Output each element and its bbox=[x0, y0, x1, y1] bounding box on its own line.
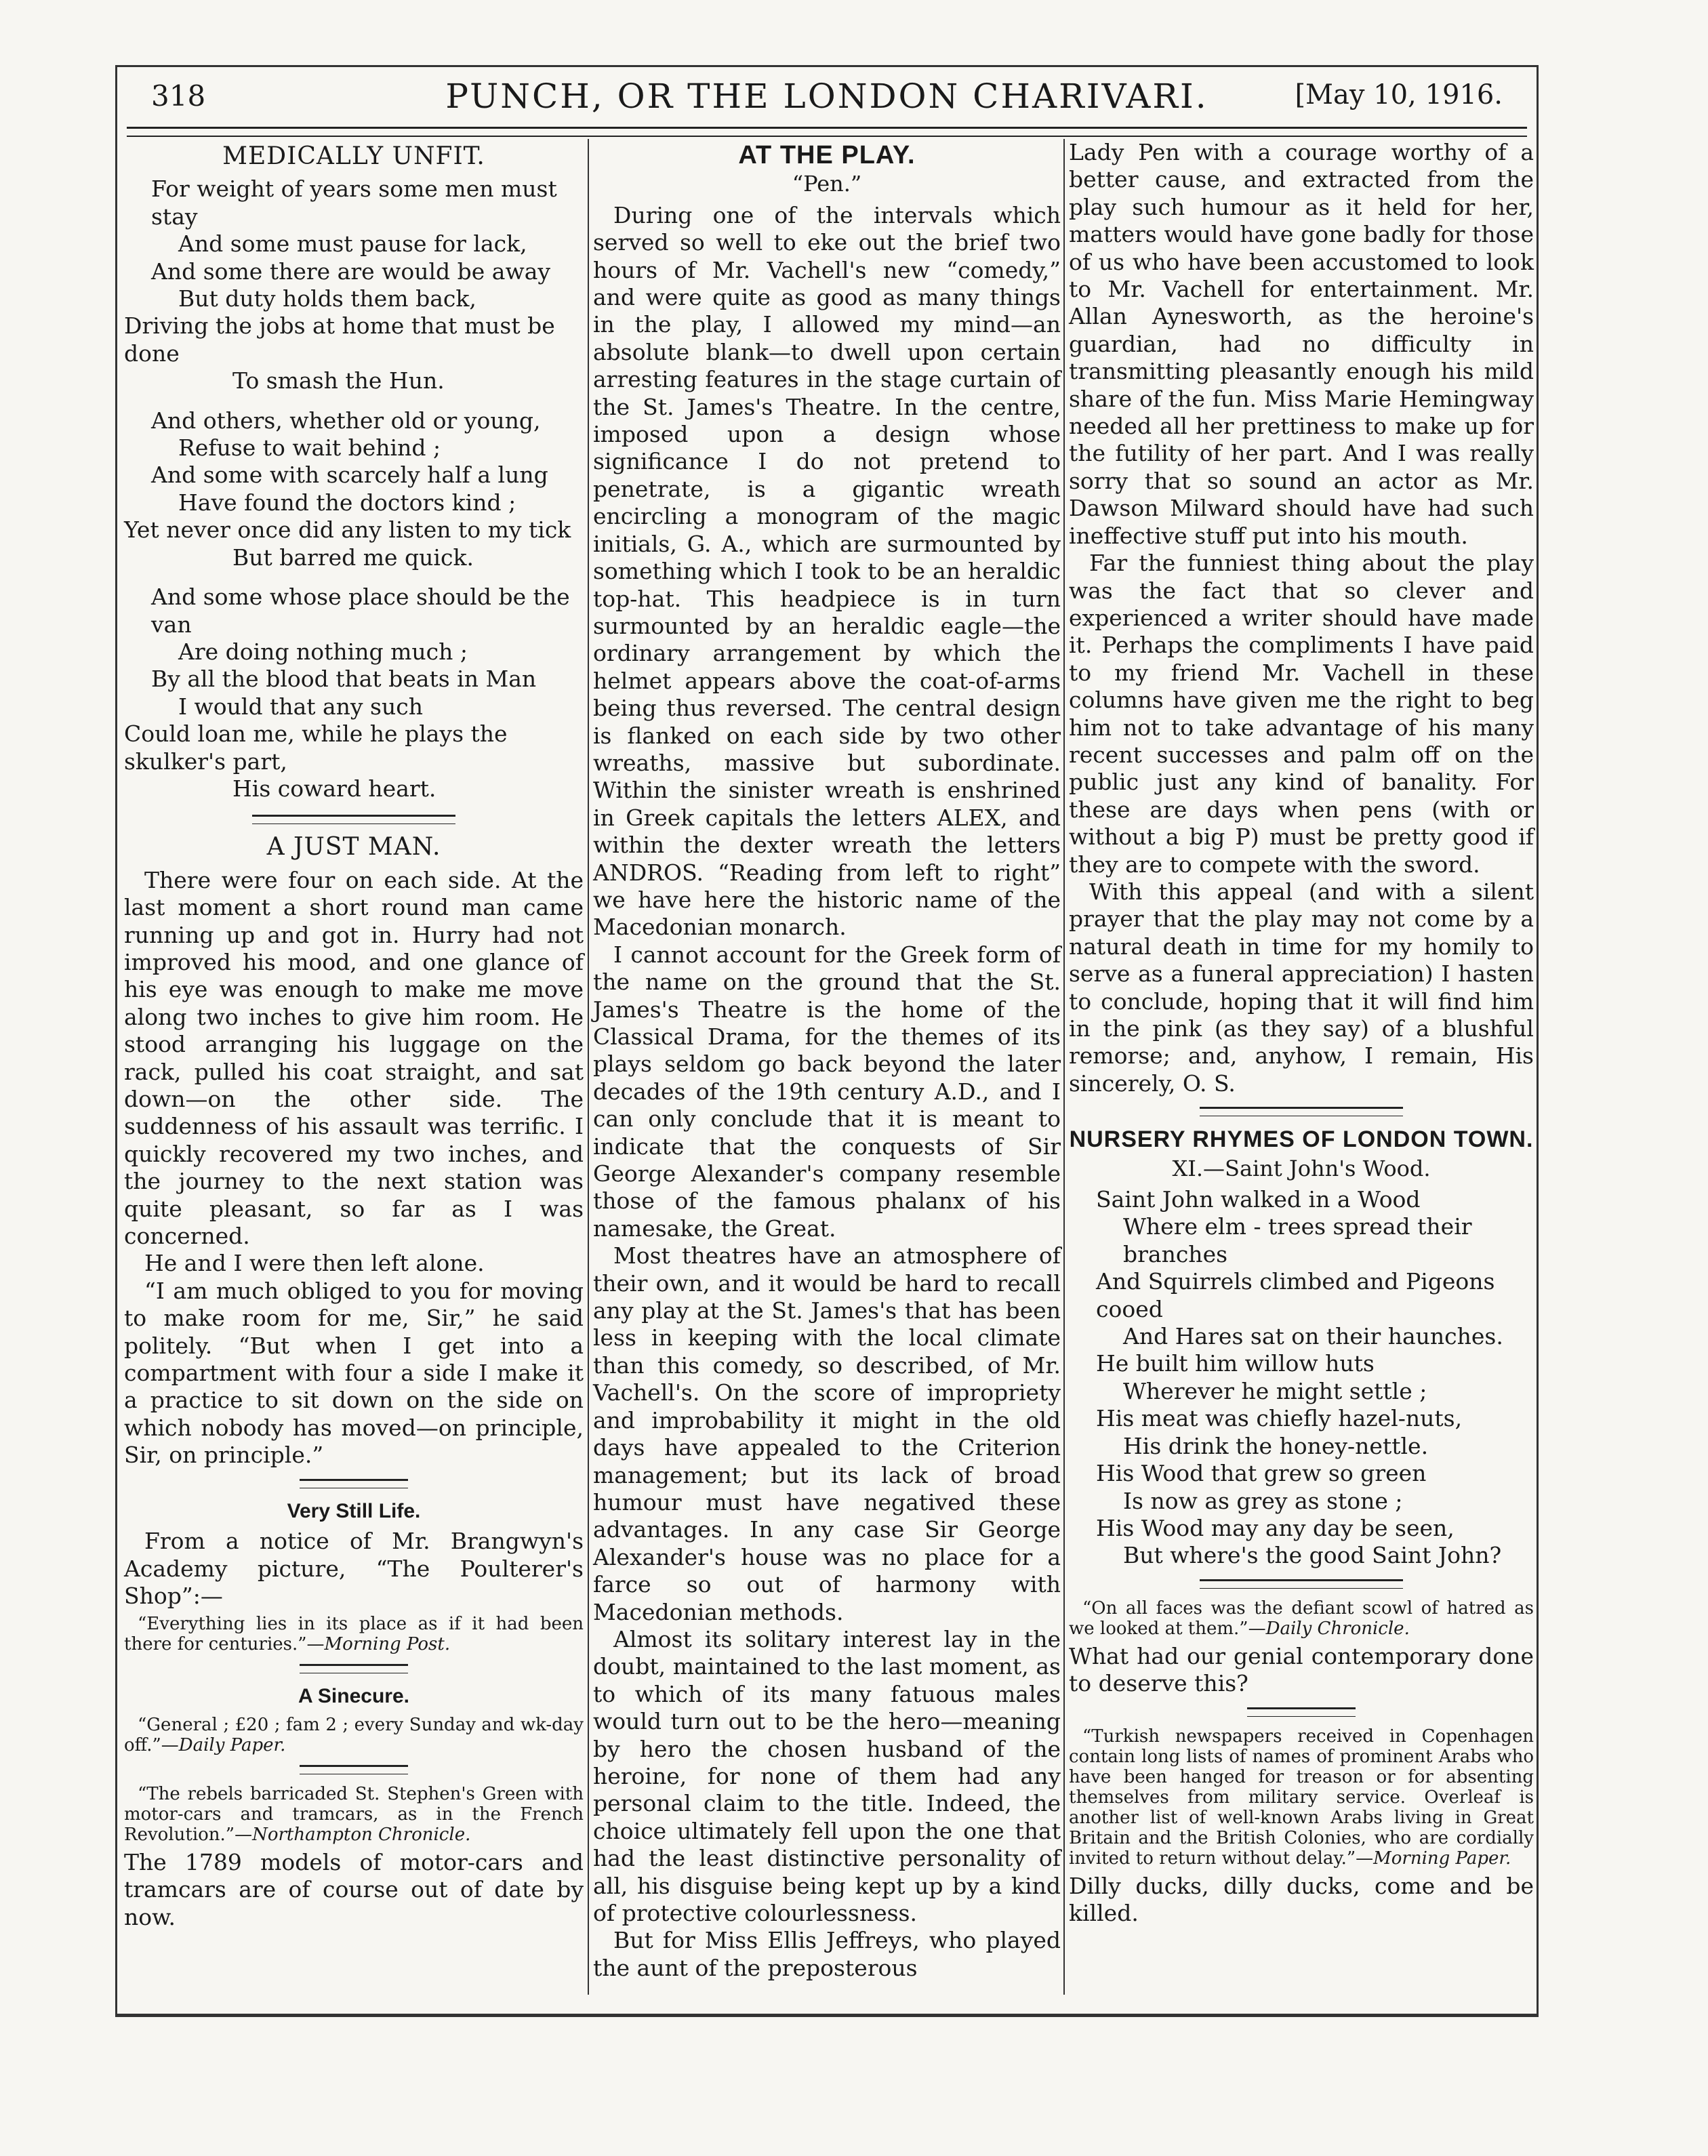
poem-line: And some must pause for lack, bbox=[178, 230, 527, 258]
article-subtitle: “Pen.” bbox=[792, 171, 862, 197]
column-divider bbox=[1063, 139, 1065, 1995]
paragraph: He and I were then left alone. bbox=[144, 1250, 485, 1277]
page-header bbox=[117, 67, 1537, 128]
poem-title: NURSERY RHYMES OF LONDON TOWN. bbox=[1069, 1126, 1534, 1153]
poem-title: MEDICALLY UNFIT. bbox=[222, 142, 485, 170]
section-rule bbox=[1200, 1107, 1403, 1116]
poem-line: And Squirrels climbed and Pigeons cooed bbox=[1096, 1268, 1495, 1322]
issue-date: [May 10, 1916. bbox=[1295, 79, 1503, 110]
paragraph: But for Miss Ellis Jeffreys, who played the aunt of the preposterous bbox=[593, 1927, 1061, 1981]
article-title: AT THE PLAY. bbox=[738, 141, 916, 169]
poem-line: But where's the good Saint John? bbox=[1123, 1542, 1502, 1569]
press-quote: “General ; £20 ; fam 2 ; every Sunday and wk-day off.”—Daily Paper. bbox=[124, 1714, 584, 1755]
poem-subtitle: XI.—Saint John's Wood. bbox=[1172, 1155, 1431, 1181]
section-rule bbox=[1200, 1579, 1403, 1589]
poem-line: Wherever he might settle ; bbox=[1123, 1377, 1427, 1404]
masthead-title: PUNCH, OR THE LONDON CHARIVARI. bbox=[445, 77, 1208, 116]
paragraph: With this appeal (and with a silent prayer that the play may not come by a natural death in time for my homily to serve as a funeral appreciation) I hasten to conclude, hoping that it will find him in the pink (as they say) of a blushful remorse; and, anyhow, I remain, His sincerely, O. S. bbox=[1069, 878, 1534, 1097]
poem-line: Have found the doctors kind ; bbox=[178, 489, 516, 516]
column-3 bbox=[1069, 139, 1534, 1927]
poem-medically-unfit bbox=[124, 176, 584, 802]
comment: What had our genial contemporary done to deserve this? bbox=[1069, 1642, 1534, 1697]
poem-stanza bbox=[124, 407, 584, 571]
poem-line: For weight of years some men must stay bbox=[151, 176, 557, 230]
paragraph: Most theatres have an atmosphere of their own, and it would be hard to recall any play at the St. James's that has been less in keeping with the local climate than this comedy, so described, of Mr. Vachell's. On the score of impropriety and improbability it might in the old days have appealed to the Criterion management; but its lack of broad humour must have negatived these advantages. In any case Sir George Alexander's house was no place for a farce so out of harmony with Macedonian methods. bbox=[593, 1242, 1061, 1625]
poem-line: And some there are would be away bbox=[151, 258, 551, 285]
comment: The 1789 models of motor-cars and tramcars are of course out of date by now. bbox=[124, 1848, 584, 1930]
paragraph: Lady Pen with a courage worthy of a better cause, and extracted from the play such humour as it held for her, matters would have gone badly for those of us who have been accustomed to look to Mr. Vachell for entertainment. Mr. Allan Aynesworth, as the heroine's guardian, had no difficulty in transmitting pleasantly enough his mild share of the fun. Miss Marie Hemingway needed all her prettiness to make up for the futility of her part. And I was really sorry that so sound an actor as Mr. Dawson Milward should have had such ineffective stuff put into his mouth. bbox=[1069, 139, 1534, 549]
poem-line: His Wood may any day be seen, bbox=[1096, 1514, 1455, 1541]
section-rule bbox=[1247, 1707, 1356, 1717]
comment: Dilly ducks, dilly ducks, come and be killed. bbox=[1069, 1872, 1534, 1926]
column-divider bbox=[588, 139, 589, 1995]
article-title: A JUST MAN. bbox=[266, 833, 441, 861]
press-quote: “Turkish newspapers received in Copenhagen contain long lists of names of prominent Arabs who have been hanged for treason or for absenting themselves from military service. Overleaf is another list of well-known Arabs living in Great Britain and the British Colonies, who are cordially invited to return without delay.”—Morning Paper. bbox=[1069, 1726, 1534, 1869]
header-rule bbox=[127, 127, 1527, 137]
poem-line: His Wood that grew so green bbox=[1096, 1460, 1427, 1487]
column-2 bbox=[593, 139, 1061, 1982]
paragraph: I cannot account for the Greek form of the name on the ground that the St. James's Theatre is the home of the Classical Drama, for the themes of its plays seldom go back beyond the later decades of the 19th century A.D., and I can only conclude that it is meant to indicate that the conquests of Sir George Alexander's company resemble those of the famous phalanx of his namesake, the Great. bbox=[593, 941, 1061, 1242]
poem-line: And some whose place should be the van bbox=[151, 584, 570, 638]
press-quote: “Everything lies in its place as if it had been there for centuries.”—Morning Post. bbox=[124, 1614, 584, 1655]
poem-line: Refuse to wait behind ; bbox=[178, 434, 441, 462]
poem-line: Are doing nothing much ; bbox=[178, 638, 468, 665]
poem-line: His drink the honey-nettle. bbox=[1123, 1432, 1429, 1459]
poem-stanza bbox=[124, 176, 584, 394]
item-title: A Sinecure. bbox=[298, 1685, 409, 1708]
poem-line: And some with scarcely half a lung bbox=[151, 462, 548, 489]
section-rule bbox=[300, 1664, 408, 1673]
poem-line: But barred me quick. bbox=[232, 544, 474, 571]
poem-line: Yet never once did any listen to my tick bbox=[124, 516, 571, 544]
footer-rule bbox=[117, 2014, 1537, 2015]
poem-line: And others, whether old or young, bbox=[151, 407, 541, 434]
poem-line: He built him willow huts bbox=[1096, 1350, 1375, 1377]
paragraph: From a notice of Mr. Brangwyn's Academy picture, “The Poulterer's Shop”:— bbox=[124, 1528, 584, 1609]
poem-line: His coward heart. bbox=[232, 775, 436, 802]
poem-line: Is now as grey as stone ; bbox=[1123, 1487, 1403, 1514]
paragraph: Far the funniest thing about the play was the fact that so clever and experienced a writer should have made it. Perhaps the compliments I have paid to my friend Mr. Vachell in these columns have given me the right to beg him not to take advantage of his many recent successes and palm off on the public just any kind of banality. For these are days when pens (with or without a big P) must be pretty good if they are to compete with the sword. bbox=[1069, 550, 1534, 878]
poem-line: I would that any such bbox=[178, 693, 423, 720]
poem-line: Saint John walked in a Wood bbox=[1096, 1186, 1421, 1213]
paragraph: “I am much obliged to you for moving to make room for me, Sir,” he said politely. “But when I get into a compartment with four a side I make it a practice to sit down on the side on which nobody has moved—on principle, Sir, on principle.” bbox=[124, 1277, 584, 1469]
poem-line: Driving the jobs at home that must be done bbox=[124, 312, 555, 367]
poem-line: By all the blood that beats in Man bbox=[151, 666, 537, 693]
section-rule bbox=[300, 1765, 408, 1774]
press-quote: “The rebels barricaded St. Stephen's Green with motor-cars and tramcars, as in the French Revolution.”—Northampton Chronicle. bbox=[124, 1783, 584, 1845]
section-rule bbox=[252, 815, 455, 824]
poem-line: Could loan me, while he plays the skulker's part, bbox=[124, 720, 508, 775]
poem-line: Where elm - trees spread their branches bbox=[1123, 1213, 1472, 1267]
paragraph: Almost its solitary interest lay in the doubt, maintained to the last moment, as to which of its many fatuous males would turn out to be the hero—meaning by hero the chosen husband of the heroine, for none of them had any personal claim to the title. Indeed, the choice ultimately fell upon the one that had the least distinctive personality of all, his disguise being kept up by a kind of protective colourlessness. bbox=[593, 1625, 1061, 1926]
poem-line: To smash the Hun. bbox=[232, 367, 445, 394]
poem-line: His meat was chiefly hazel-nuts, bbox=[1096, 1405, 1463, 1432]
poem-line: And Hares sat on their haunches. bbox=[1123, 1323, 1503, 1350]
item-title: Very Still Life. bbox=[287, 1499, 421, 1522]
poem-stanza bbox=[124, 584, 584, 802]
page-number: 318 bbox=[151, 79, 206, 113]
press-quote: “On all faces was the defiant scowl of hatred as we looked at them.”—Daily Chronicle. bbox=[1069, 1598, 1534, 1639]
poem-line: But duty holds them back, bbox=[178, 285, 476, 312]
paragraph: There were four on each side. At the last moment a short round man came running up and got in. Hurry had not improved his mood, and one glance of his eye was enough to make me move along two inches to give him room. He stood arranging his luggage on the rack, pulled his coat straight, and sat down—on the other side. The suddenness of his assault was terrific. I quickly recovered my two inches, and the journey to the next station was quite pleasant, so far as I was concerned. bbox=[124, 866, 584, 1250]
section-rule bbox=[300, 1479, 408, 1488]
page bbox=[115, 65, 1539, 2017]
poem-saint-johns-wood bbox=[1069, 1186, 1534, 1570]
column-1 bbox=[124, 139, 584, 1931]
paragraph: During one of the intervals which served so well to eke out the brief two hours of Mr. Vachell's new “comedy,” and were quite as good as many things in the play, I allowed my mind—an absolute blank—to dwell upon certain arresting features in the stage curtain of the St. James's Theatre. In the centre, imposed upon a design whose significance I do not pretend to penetrate, is a gigantic wreath encircling a monogram of the magic initials, G. A., which are surmounted by something which I took to be an heraldic top-hat. This headpiece is in turn surmounted by an heraldic eagle—the ordinary arrangement by which the helmet appears above the coat-of-arms being thus reversed. The central design is flanked on each side by two other wreaths, massive but subordinate. Within the sinister wreath is enshrined in Greek capitals the letters ALEX, and within the dexter wreath the letters ANDROS. “Reading from left to right” we have here the historic name of the Macedonian monarch. bbox=[593, 201, 1061, 941]
